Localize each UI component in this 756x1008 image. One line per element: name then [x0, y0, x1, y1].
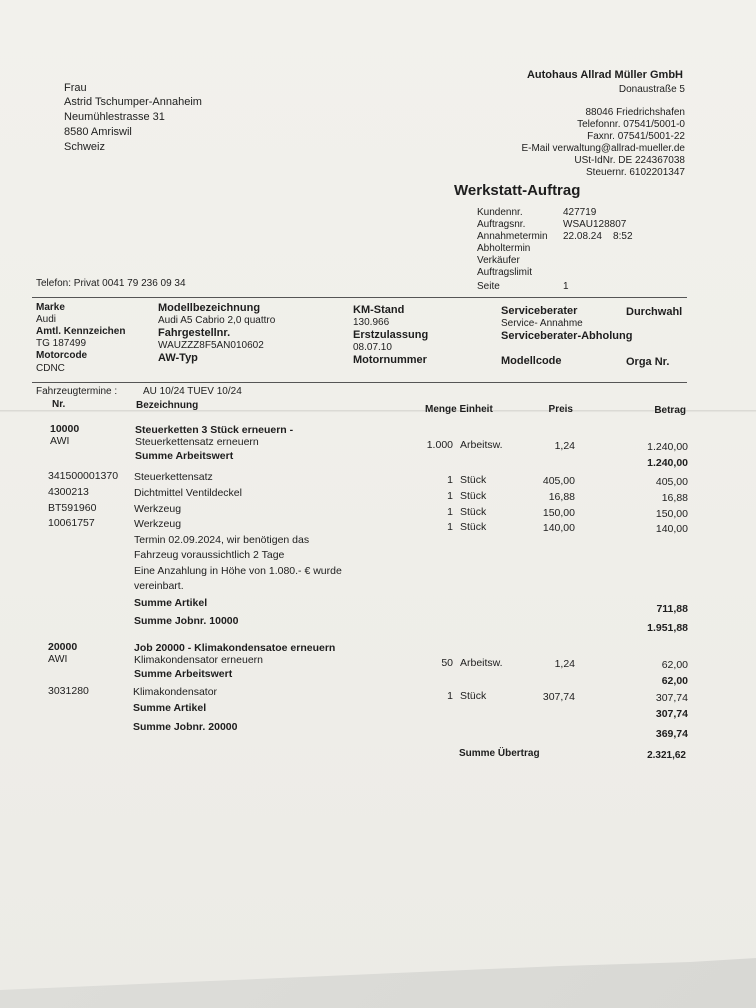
line-menge: 50: [441, 657, 453, 669]
order-info-label: Kundennr.: [477, 207, 523, 218]
summe-job-value: 1.951,88: [647, 622, 688, 634]
divider: [32, 297, 687, 298]
line-einheit: Arbeitsw.: [460, 657, 503, 669]
line-einheit: Stück: [460, 521, 487, 533]
line-nr: 4300213: [48, 486, 89, 498]
service-annahme: Service- Annahme: [501, 318, 583, 329]
serviceberater-abholung-label: Serviceberater-Abholung: [501, 330, 633, 342]
recipient-city: 8580 Amriswil: [64, 126, 132, 138]
summe-arbeitswert-value: 1.240,00: [647, 457, 688, 469]
serviceberater-label: Serviceberater: [501, 305, 578, 317]
km-value: 130.966: [353, 317, 390, 328]
line-preis: 150,00: [542, 507, 575, 519]
summe-artikel-value: 711,88: [656, 603, 688, 615]
modell-value: Audi A5 Cabrio 2,0 quattro: [158, 315, 276, 326]
job-number: 20000: [48, 641, 78, 653]
line-einheit: Stück: [460, 506, 487, 518]
km-label: KM-Stand: [353, 304, 405, 316]
note-line: Eine Anzahlung in Höhe von 1.080.- € wurde: [134, 565, 342, 577]
order-info-value: WSAU128807: [563, 219, 627, 230]
recipient-street: Neumühlestrasse 31: [64, 111, 165, 123]
summe-job-label: Summe Jobnr. 10000: [134, 615, 239, 627]
line-einheit: Stück: [460, 690, 487, 702]
job-title: Job 20000 - Klimakondensatoe erneuern: [134, 642, 336, 654]
header-bezeichnung: Bezeichnung: [136, 400, 199, 411]
summe-job-value: 369,74: [655, 728, 688, 740]
order-info-label: Auftragsnr.: [477, 219, 526, 230]
dealer-name: Autohaus Allrad Müller GmbH: [526, 69, 683, 81]
line-nr: 341500001370: [48, 470, 119, 482]
header-betrag: Betrag: [654, 405, 686, 416]
line-nr: AWI: [50, 435, 70, 447]
uebertrag-label: Summe Übertrag: [459, 748, 540, 759]
job-title: Steuerketten 3 Stück erneuern -: [135, 424, 294, 436]
line-nr: 3031280: [48, 685, 89, 697]
order-info-label: Auftragslimit: [477, 267, 533, 278]
motorcode-label: Motorcode: [36, 350, 88, 361]
line-desc: Steuerkettensatz erneuern: [135, 436, 259, 448]
recipient-name: Astrid Tschumper-Annaheim: [64, 96, 202, 108]
job-number: 10000: [50, 423, 80, 435]
line-preis: 307,74: [542, 691, 575, 703]
line-betrag: 140,00: [655, 523, 688, 535]
line-desc: Steuerkettensatz: [134, 471, 213, 483]
line-betrag: 150,00: [655, 508, 688, 520]
line-betrag: 405,00: [655, 476, 688, 488]
fahrgestell-value: WAUZZZ8F5AN010602: [158, 340, 264, 351]
line-desc: Klimakondensator: [133, 686, 218, 698]
line-menge: 1: [447, 521, 453, 533]
line-betrag: 62,00: [661, 659, 688, 671]
erstzulassung-label: Erstzulassung: [353, 329, 429, 341]
line-preis: 16,88: [548, 491, 575, 503]
erstzulassung-value: 08.07.10: [353, 342, 392, 353]
line-betrag: 16,88: [661, 492, 688, 504]
motornummer-label: Motornummer: [353, 354, 427, 366]
summe-arbeitswert-label: Summe Arbeitswert: [134, 668, 233, 680]
uebertrag-value: 2.321,62: [647, 750, 686, 761]
marke-label: Marke: [36, 302, 65, 313]
note-line: Fahrzeug voraussichtlich 2 Tage: [134, 549, 285, 561]
header-nr: Nr.: [52, 399, 66, 410]
header-menge-einheit: Menge Einheit: [425, 404, 493, 415]
line-menge: 1: [447, 474, 453, 486]
dealer-steuer: Steuernr. 6102201347: [586, 167, 685, 178]
summe-arbeitswert-value: 62,00: [661, 675, 688, 687]
line-preis: 140,00: [542, 522, 575, 534]
line-einheit: Arbeitsw.: [460, 439, 503, 451]
fahrgestell-label: Fahrgestellnr.: [158, 327, 231, 339]
line-menge: 1: [447, 506, 453, 518]
phone-line: Telefon: Privat 0041 79 236 09 34: [36, 278, 186, 289]
note-line: vereinbart.: [134, 580, 184, 592]
line-desc: Werkzeug: [134, 503, 182, 515]
summe-job-label: Summe Jobnr. 20000: [133, 721, 238, 733]
order-info-value: 22.08.24 8:52: [563, 231, 633, 242]
fahrzeugtermine-value: AU 10/24 TUEV 10/24: [143, 386, 242, 397]
awtyp-label: AW-Typ: [158, 352, 198, 364]
line-betrag: 1.240,00: [647, 441, 688, 453]
order-info-label: Annahmetermin: [477, 231, 548, 242]
document-title: Werkstatt-Auftrag: [454, 182, 581, 199]
divider: [32, 382, 687, 383]
note-line: Termin 02.09.2024, wir benötigen das: [134, 534, 310, 546]
line-nr: 10061757: [48, 517, 95, 529]
line-menge: 1: [447, 690, 453, 702]
order-info-label: Seite: [477, 281, 500, 292]
order-info-value: 1: [563, 281, 569, 292]
dealer-street: Donaustraße 5: [618, 84, 685, 95]
modellcode-label: Modellcode: [501, 355, 562, 367]
dealer-phone: Telefonnr. 07541/5001-0: [577, 119, 685, 130]
summe-artikel-value: 307,74: [655, 708, 688, 720]
marke-value: Audi: [36, 314, 57, 325]
summe-arbeitswert-label: Summe Arbeitswert: [135, 450, 234, 462]
header-preis: Preis: [548, 404, 573, 415]
recipient-salutation: Frau: [64, 82, 87, 94]
line-preis: 1,24: [554, 440, 575, 452]
orga-label: Orga Nr.: [626, 356, 670, 368]
modell-label: Modellbezeichnung: [158, 302, 261, 314]
kennzeichen-value: TG 187499: [36, 338, 87, 349]
paper-fold: [0, 410, 756, 413]
dealer-fax: Faxnr. 07541/5001-22: [587, 131, 685, 142]
line-einheit: Stück: [460, 474, 487, 486]
order-info-label: Verkäufer: [477, 255, 520, 266]
summe-artikel-label: Summe Artikel: [133, 702, 207, 714]
line-nr: AWI: [48, 653, 68, 665]
kennzeichen-label: Amtl. Kennzeichen: [36, 326, 126, 337]
order-info-value: 427719: [563, 207, 597, 218]
durchwahl-label: Durchwahl: [626, 306, 683, 318]
line-desc: Dichtmittel Ventildeckel: [134, 487, 242, 499]
dealer-email: E-Mail verwaltung@allrad-mueller.de: [521, 143, 685, 154]
fahrzeugtermine-label: Fahrzeugtermine :: [36, 386, 118, 397]
dealer-city: 88046 Friedrichshafen: [585, 107, 685, 118]
order-info-label: Abholtermin: [477, 243, 531, 254]
line-betrag: 307,74: [655, 692, 688, 704]
dealer-ust: USt-IdNr. DE 224367038: [574, 155, 685, 166]
line-preis: 1,24: [554, 658, 575, 670]
line-desc: Werkzeug: [134, 518, 182, 530]
line-nr: BT591960: [48, 502, 97, 514]
line-menge: 1: [447, 490, 453, 502]
line-desc: Klimakondensator erneuern: [134, 654, 263, 666]
summe-artikel-label: Summe Artikel: [134, 597, 208, 609]
motorcode-value: CDNC: [36, 363, 65, 374]
recipient-country: Schweiz: [64, 141, 105, 153]
line-menge: 1.000: [426, 439, 453, 451]
line-einheit: Stück: [460, 490, 487, 502]
line-preis: 405,00: [542, 475, 575, 487]
